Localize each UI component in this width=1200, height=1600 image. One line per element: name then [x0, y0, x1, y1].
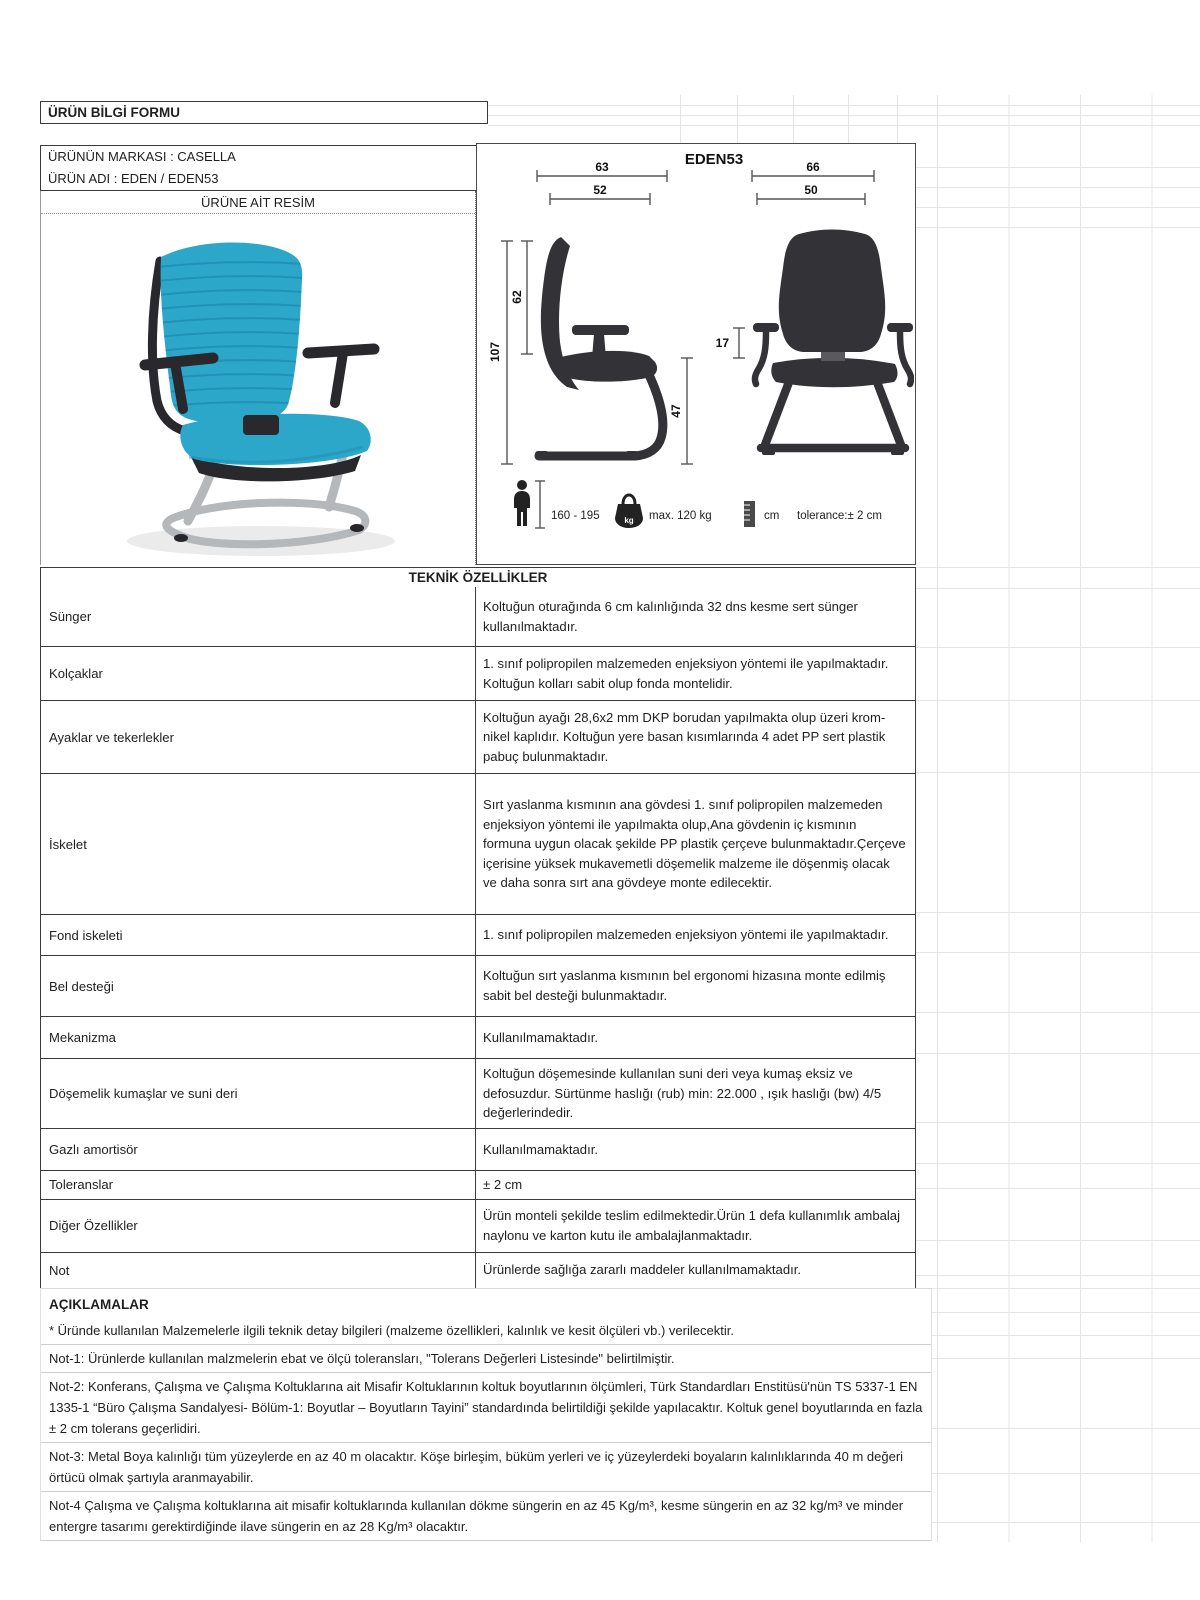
- grid-line: [916, 1288, 1200, 1289]
- model-label: EDEN53: [684, 151, 744, 168]
- max-weight-text: max. 120 kg: [649, 510, 712, 522]
- note-item: Not-4 Çalışma ve Çalışma koltuklarına ait misafir koltuklarında kullanılan dökme süngerin en az 45 Kg/m³, kesme süngerin en az 32 kg/m³ ve minder entergre tasarımı gerektirdiğinde ilave süngerin en az 28 Kg/m³ olacaktır.: [41, 1492, 931, 1541]
- ruler-icon: [744, 501, 755, 527]
- spec-value: Koltuğun oturağında 6 cm kalınlığında 32 dns kesme sert sünger kullanılmaktadır.: [483, 598, 858, 634]
- grid-line: [680, 95, 681, 143]
- product-image-cell: [40, 191, 476, 565]
- user-height-text: 160 - 195: [551, 510, 600, 522]
- grid-line: [488, 105, 1200, 106]
- grid-line: [916, 1275, 1200, 1276]
- grid-line: [916, 1240, 1200, 1241]
- chair-armpad-left: [145, 358, 213, 365]
- person-icon: [514, 480, 530, 526]
- grid-line: [916, 1473, 1200, 1474]
- table-row: [41, 1171, 915, 1200]
- notes-section: [40, 1288, 932, 1541]
- grid-line: [848, 95, 849, 143]
- spec-value: Kullanılmamaktadır.: [483, 1141, 598, 1157]
- dim-52: 52: [593, 183, 607, 197]
- technical-drawing-panel: [476, 143, 916, 565]
- grid-line: [897, 95, 898, 143]
- note-item: Not-3: Metal Boya kalınlığı tüm yüzeylerde en az 40 m olacaktır. Köşe birleşim, büküm yerleri ve iç yüzeylerdeki boyaların kalınlıklarında 40 m değeri örtücü olmak şartıyla aranmayabilir.: [41, 1443, 931, 1492]
- form-title: [40, 101, 488, 124]
- chair-foot: [350, 524, 364, 532]
- table-row: [41, 587, 915, 647]
- form-title-text: ÜRÜN BİLGİ FORMU: [48, 105, 180, 120]
- spec-label: Not: [41, 1253, 476, 1288]
- table-row: [41, 774, 915, 915]
- unit-text: cm: [764, 510, 780, 522]
- table-row: [41, 956, 915, 1017]
- grid-line: [916, 1163, 1200, 1164]
- chair-side-view: [535, 237, 657, 460]
- dim-47: 47: [669, 404, 683, 418]
- grid-line: [916, 167, 1200, 168]
- table-row: [41, 1017, 915, 1059]
- spec-label: Ayaklar ve tekerlekler: [41, 701, 476, 773]
- weight-icon: [615, 495, 643, 528]
- brand-cell: [40, 145, 488, 168]
- chair-side-sled: [539, 377, 663, 456]
- spec-value: Kullanılmamaktadır.: [483, 1029, 598, 1045]
- brand-text: ÜRÜNÜN MARKASI : CASELLA: [48, 149, 236, 164]
- spec-label: Kolçaklar: [41, 647, 476, 700]
- note-item: Not-1: Ürünlerde kullanılan malzmelerin ebat ve ölçü toleransları, "Tolerans Değerleri Listesinde" belirtilmiştir.: [41, 1345, 931, 1373]
- spec-label: Bel desteği: [41, 956, 476, 1016]
- grid-line: [916, 647, 1200, 648]
- grid-line: [916, 1522, 1200, 1523]
- table-row: [41, 647, 915, 701]
- grid-line: [916, 952, 1200, 953]
- table-row: [41, 1253, 915, 1288]
- spec-value: 1. sınıf polipropilen malzemeden enjeksiyon yöntemi ile yapılmaktadır. Koltuğun kolları sabit olup fonda montelidir.: [483, 655, 889, 691]
- grid-line: [916, 1312, 1200, 1313]
- tech-specs-header-text: TEKNİK ÖZELLİKLER: [408, 570, 548, 585]
- grid-line: [916, 1188, 1200, 1189]
- grid-line: [916, 187, 1200, 188]
- spec-value: Ürünlerde sağlığa zararlı maddeler kullanılmamaktadır.: [483, 1262, 802, 1278]
- tech-specs-header: [40, 567, 916, 588]
- dim-62: 62: [510, 290, 524, 304]
- dim-17: 17: [715, 336, 729, 350]
- spec-value: 1. sınıf polipropilen malzemeden enjeksiyon yöntemi ile yapılmaktadır.: [483, 927, 889, 943]
- dim-63: 63: [595, 160, 609, 174]
- grid-line: [916, 227, 1200, 228]
- spec-label: Mekanizma: [41, 1017, 476, 1058]
- table-row: [41, 1129, 915, 1171]
- grid-line: [793, 95, 794, 143]
- image-caption-text: ÜRÜNE AİT RESİM: [201, 194, 315, 210]
- spec-label: Döşemelik kumaşlar ve suni deri: [41, 1059, 476, 1128]
- grid-line: [916, 912, 1200, 913]
- chair-foot: [174, 534, 188, 542]
- product-name-cell: [40, 167, 488, 191]
- spec-label: Diğer Özellikler: [41, 1200, 476, 1252]
- spec-label: İskelet: [41, 774, 476, 914]
- chair-armpad-right: [308, 349, 374, 353]
- spec-value: ± 2 cm: [483, 1177, 523, 1192]
- table-row: [41, 1059, 915, 1129]
- table-row: [41, 701, 915, 774]
- spec-label: Toleranslar: [41, 1171, 476, 1199]
- note-item: * Üründe kullanılan Malzemelerle ilgili teknik detay bilgileri (malzeme özellikleri, kalınlık ve kesit ölçüleri vb.) verilecektir.: [41, 1317, 931, 1345]
- grid-line: [916, 1335, 1200, 1336]
- spec-value: Sırt yaslanma kısmının ana gövdesi 1. sınıf polipropilen malzemeden enjeksiyon yöntemi ile yapılmakta olup,Ana gövdenin iç kısmının formuna uygun olacak şekilde PP plastik çerçeve bulunmaktadır.Çerçeve içerisine yüksek mukavemetli döşemelik malzeme ile döşenmiş olacak ve daha sonra sırt ana gövdeye monte edilecektir.: [483, 796, 906, 891]
- grid-line: [916, 1428, 1200, 1429]
- grid-line: [916, 207, 1200, 208]
- spreadsheet-gridlines: [937, 95, 1154, 1542]
- grid-line: [916, 700, 1200, 701]
- tolerance-text: tolerance:± 2 cm: [797, 510, 882, 522]
- grid-line: [488, 125, 1200, 126]
- chair-armpost-right: [335, 353, 343, 403]
- spec-label: Gazlı amortisör: [41, 1129, 476, 1170]
- dimension-drawing: [477, 144, 914, 563]
- spec-label: Fond iskeleti: [41, 915, 476, 955]
- table-row: [41, 915, 915, 956]
- person-height-bracket: [535, 481, 545, 528]
- tech-specs-table: [40, 587, 916, 1289]
- grid-line: [916, 1053, 1200, 1054]
- grid-line: [916, 1122, 1200, 1123]
- notes-header: AÇIKLAMALAR: [49, 1297, 149, 1312]
- chair-front-armsupport-left: [755, 332, 766, 384]
- spec-value: Koltuğun döşemesinde kullanılan suni deri veya kumaş eksiz ve defosuzdur. Sürtünme haslığı (rub) min: 22.000 , ışık haslığı (bw) 4/5 değerlerindedir.: [483, 1066, 882, 1121]
- spec-value: Ürün monteli şekilde teslim edilmektedir.Ürün 1 defa kullanımlık ambalaj naylonu ve karton kutu ile ambalajlanmaktadır.: [483, 1208, 900, 1243]
- dim-lines-arm: [733, 328, 745, 358]
- grid-line: [916, 1358, 1200, 1359]
- chair-back-connector: [243, 415, 279, 435]
- spec-value: Koltuğun ayağı 28,6x2 mm DKP borudan yapılmakta olup üzeri krom-nikel kaplıdır. Koltuğun yere basan kısımlarında 4 adet PP sert plastik pabuç bulunmaktadır.: [483, 709, 886, 764]
- grid-line: [737, 95, 738, 143]
- chair-front-armsupport-right: [900, 332, 911, 384]
- product-name-text: ÜRÜN ADI : EDEN / EDEN53: [48, 171, 219, 186]
- grid-line: [916, 588, 1200, 589]
- grid-line: [488, 115, 1200, 116]
- spec-value: Koltuğun sırt yaslanma kısmının bel ergonomi hizasına monte edilmiş sabit bel desteği bulunmaktadır.: [483, 968, 886, 1003]
- product-photo-chair: [93, 219, 433, 559]
- dim-50: 50: [804, 183, 818, 197]
- image-caption: [41, 191, 475, 214]
- kg-glyph: kg: [624, 516, 634, 525]
- note-item: Not-2: Konferans, Çalışma ve Çalışma Koltuklarına ait Misafir Koltuklarının koltuk boyutlarının ölçümleri, Türk Standardları Enstitüsü'nün TS 5337-1 EN 1335-1 “Büro Çalışma Sandalyesi- Bölüm-1: Boyutlar – Boyutların Tayini” standardında belirtildiği şekilde yapılacaktır. Koltuk genel boyutlarında en fazla ± 2 cm tolerans geçerlidiri.: [41, 1373, 931, 1443]
- table-row: [41, 1200, 915, 1253]
- dim-66: 66: [806, 160, 820, 174]
- dim-lines-top: [537, 170, 874, 205]
- grid-line: [916, 1012, 1200, 1013]
- grid-line: [916, 567, 1200, 568]
- spec-label: Sünger: [41, 587, 476, 646]
- chair-front-legs: [761, 382, 905, 448]
- grid-line: [916, 772, 1200, 773]
- dim-107: 107: [488, 341, 502, 363]
